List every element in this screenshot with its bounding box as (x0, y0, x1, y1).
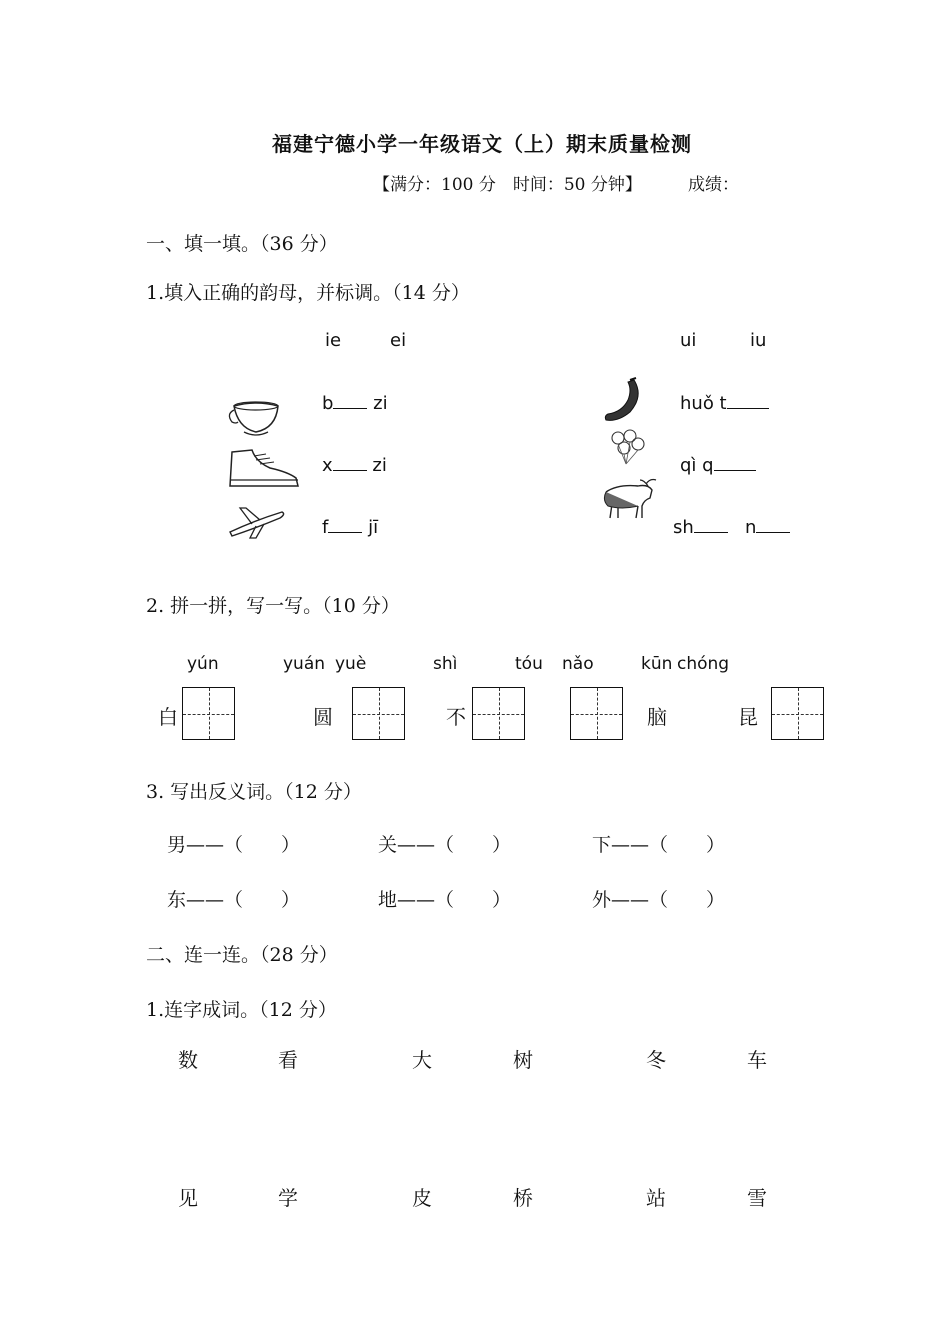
antonym-item[interactable]: 下——（ ） (592, 834, 726, 856)
tian-grid-box[interactable] (352, 687, 405, 740)
answer-blank[interactable] (328, 516, 362, 533)
item-prefix: x (322, 455, 333, 476)
fill-item-sausage[interactable] (680, 392, 769, 414)
match-bottom-char[interactable]: 桥 (513, 1186, 533, 1210)
match-top-char[interactable]: 看 (278, 1048, 298, 1072)
antonym-item[interactable]: 男——（ ） (167, 834, 301, 856)
antonym-item[interactable]: 关——（ ） (378, 834, 512, 856)
exam-meta: 【满分：100 分 时间：50 分钟】 (373, 175, 642, 195)
match-top-char[interactable]: 冬 (646, 1048, 666, 1072)
item-suffix: jī (368, 517, 379, 538)
answer-blank[interactable] (714, 454, 756, 471)
item-mid: n (744, 517, 757, 538)
score-label: 成绩： (688, 175, 739, 195)
answer-blank[interactable] (727, 392, 769, 409)
fill-item-ox[interactable] (673, 516, 790, 538)
char-bu: 不 (446, 705, 466, 729)
pinyin-yue: yuè (335, 654, 367, 674)
pinyin-tou: tóu (515, 654, 543, 674)
page-title: 福建宁德小学一年级语文（上）期末质量检测 (272, 132, 692, 156)
match-bottom-char[interactable]: 站 (646, 1186, 666, 1210)
pinyin-yuan: yuán (283, 654, 326, 674)
item-prefix: b (322, 393, 334, 414)
pinyin-kun: kūn (641, 654, 673, 674)
tian-grid-box[interactable] (472, 687, 525, 740)
answer-blank[interactable] (756, 516, 790, 533)
ox-icon (598, 476, 658, 520)
cup-icon (226, 398, 284, 440)
answer-blank[interactable] (333, 392, 367, 409)
match-bottom-char[interactable]: 学 (278, 1186, 298, 1210)
answer-blank[interactable] (333, 454, 367, 471)
pinyin-nao: nǎo (562, 654, 594, 674)
char-yuan: 圆 (313, 705, 333, 729)
fill-item-cup[interactable] (322, 392, 388, 414)
tian-grid-box[interactable] (570, 687, 623, 740)
char-bai: 白 (158, 705, 178, 729)
fill-item-balloons[interactable] (680, 454, 756, 476)
section-2-heading: 二、连一连。（28 分） (146, 944, 338, 966)
item-prefix: qì q (680, 455, 714, 476)
match-top-char[interactable]: 树 (513, 1048, 533, 1072)
char-nao: 脑 (647, 705, 667, 729)
tian-grid-box[interactable] (182, 687, 235, 740)
q2-heading: 2. 拼一拼，写一写。（10 分） (146, 595, 400, 617)
q3-heading: 3. 写出反义词。（12 分） (146, 781, 362, 803)
match-bottom-char[interactable]: 皮 (412, 1186, 432, 1210)
match-top-char[interactable]: 车 (747, 1048, 767, 1072)
pinyin-chong: chóng (677, 654, 730, 674)
sausage-icon (600, 376, 646, 426)
item-prefix: f (322, 517, 329, 538)
char-kun: 昆 (738, 705, 758, 729)
item-prefix: sh (673, 517, 694, 538)
item-suffix: zi (373, 393, 388, 414)
match-top-char[interactable]: 数 (178, 1048, 198, 1072)
option-iu: iu (750, 330, 767, 351)
antonym-item[interactable]: 外——（ ） (592, 889, 726, 911)
answer-blank[interactable] (694, 516, 728, 533)
pinyin-shi: shì (433, 654, 458, 674)
option-ui: ui (680, 330, 697, 351)
shoe-icon (226, 446, 300, 490)
balloons-icon (604, 428, 648, 468)
antonym-item[interactable]: 地——（ ） (378, 889, 512, 911)
tian-grid-box[interactable] (771, 687, 824, 740)
section-1-heading: 一、填一填。（36 分） (146, 233, 338, 255)
match-heading: 1.连字成词。（12 分） (146, 999, 337, 1021)
fill-item-airplane[interactable] (322, 516, 378, 538)
match-bottom-char[interactable]: 见 (178, 1186, 198, 1210)
pinyin-yun: yún (187, 654, 219, 674)
item-suffix: zi (372, 455, 387, 476)
q1-heading: 1.填入正确的韵母，并标调。（14 分） (146, 282, 470, 304)
airplane-icon (226, 502, 286, 540)
match-top-char[interactable]: 大 (412, 1048, 432, 1072)
option-ei: ei (390, 330, 407, 351)
match-bottom-char[interactable]: 雪 (747, 1186, 767, 1210)
antonym-item[interactable]: 东——（ ） (167, 889, 301, 911)
item-prefix: huǒ t (680, 393, 727, 414)
option-ie: ie (325, 330, 342, 351)
fill-item-shoe[interactable] (322, 454, 387, 476)
